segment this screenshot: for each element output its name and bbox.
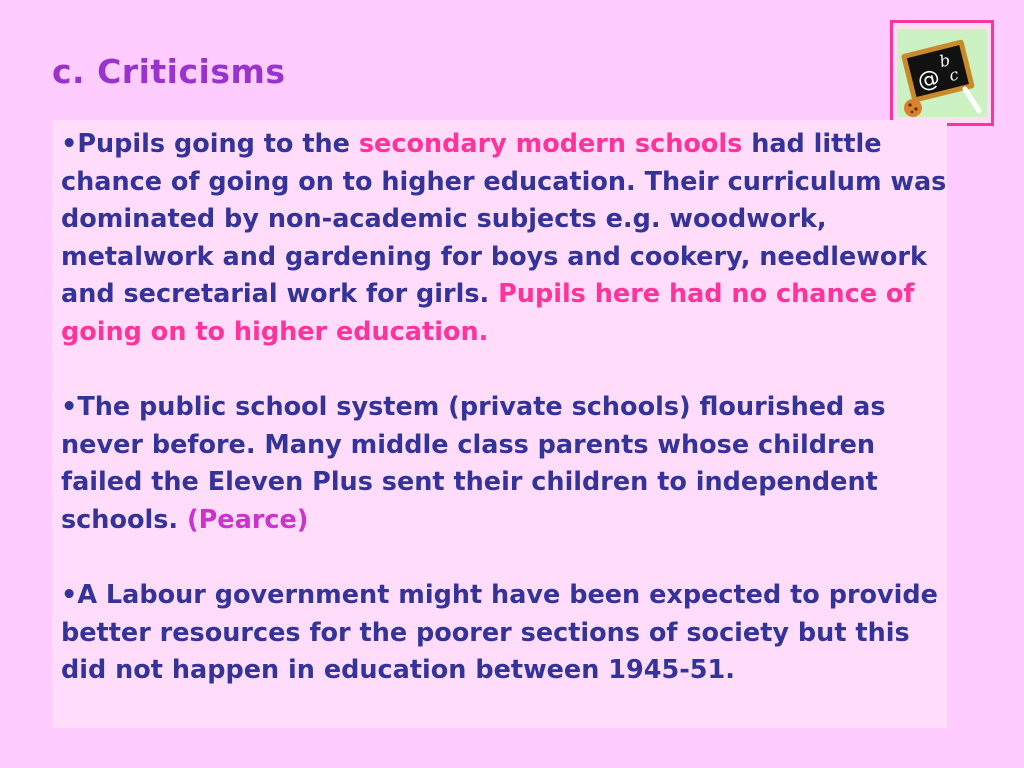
bullet-marker: • bbox=[61, 129, 78, 159]
paragraph-text: had little chance of going on to higher education. Their curriculum was dominated by non-academic subjects e.g. woodwork, metalwork and gardening for boys and cookery, needlework and secretarial work for girls. bbox=[61, 129, 947, 310]
chalkboard-logo bbox=[890, 20, 994, 126]
bullet-paragraph-labour-government bbox=[61, 577, 947, 690]
svg-text:c: c bbox=[947, 64, 961, 86]
paragraph-text: The public school system (private schools) flourished as never before. Many middle class parents whose children failed the Eleven Plus sent their children to independent schools. bbox=[61, 392, 886, 535]
bullet-paragraph-public-schools bbox=[61, 389, 947, 539]
bullet-paragraph-secondary-modern bbox=[61, 126, 947, 352]
chalkboard-at-bc-icon bbox=[893, 23, 991, 123]
bullet-marker: • bbox=[61, 580, 78, 611]
citation-pearce: (Pearce) bbox=[186, 504, 309, 535]
paragraph-text: Pupils going to the bbox=[77, 129, 359, 159]
content-box bbox=[52, 120, 947, 728]
svg-text:b: b bbox=[937, 50, 952, 72]
bullet-marker: • bbox=[61, 392, 78, 423]
svg-text:@: @ bbox=[915, 65, 943, 95]
highlight-no-chance: Pupils here had no chance of going on to higher education. bbox=[61, 279, 915, 347]
slide-title: c. Criticisms bbox=[52, 52, 286, 91]
highlight-secondary-modern-schools: secondary modern schools bbox=[358, 129, 743, 159]
paragraph-text: A Labour government might have been expected to provide better resources for the poorer sections of society but this did not happen in education between 1945-51. bbox=[61, 580, 938, 686]
